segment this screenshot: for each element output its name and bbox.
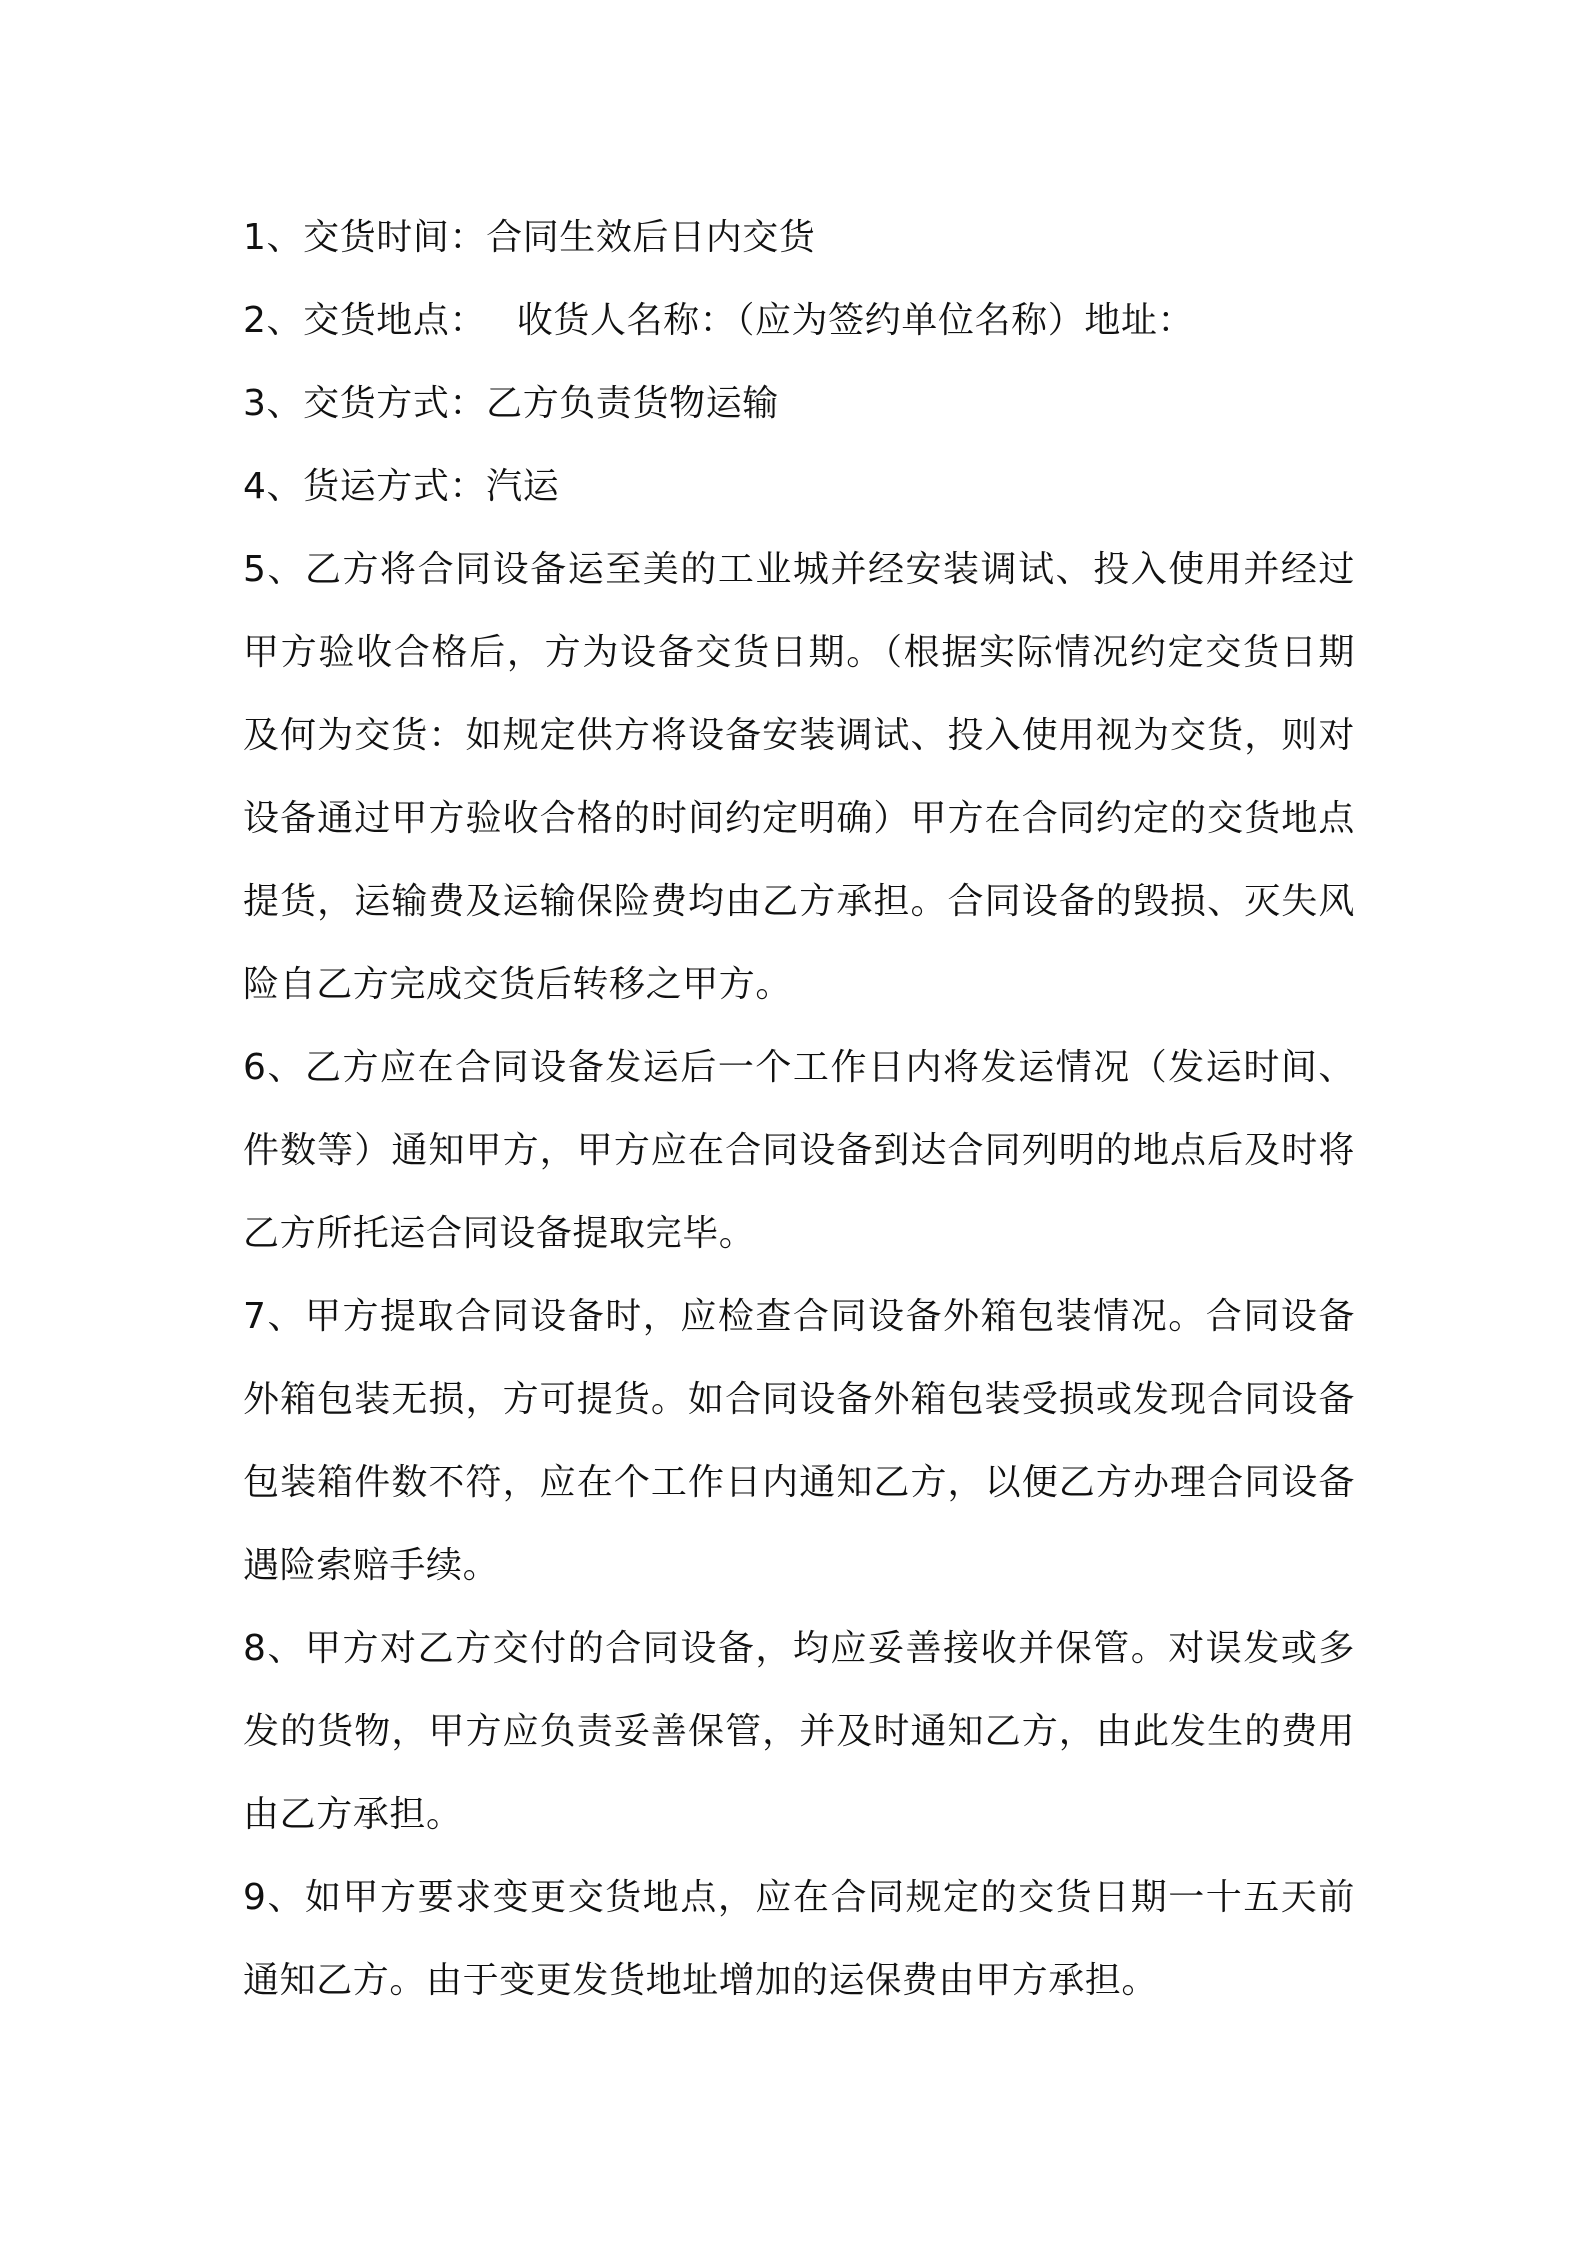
clause-5 — [243, 528, 1355, 1026]
clause-6 — [243, 1026, 1355, 1275]
document-body — [243, 196, 1355, 2022]
clause-6-text: 6、乙方应在合同设备发运后一个工作日内将发运情况（发运时间、件数等）通知甲方，甲方应在合同设备到达合同列明的地点后及时将乙方所托运合同设备提取完毕。 — [243, 1047, 1355, 1254]
clause-3 — [243, 362, 1355, 445]
clause-4-text: 4、货运方式：汽运 — [243, 466, 560, 507]
clause-8-text: 8、甲方对乙方交付的合同设备，均应妥善接收并保管。对误发或多发的货物，甲方应负责妥善保管，并及时通知乙方，由此发生的费用由乙方承担。 — [243, 1628, 1355, 1835]
clause-5-text: 5、乙方将合同设备运至美的工业城并经安装调试、投入使用并经过甲方验收合格后，方为设备交货日期。（根据实际情况约定交货日期及何为交货：如规定供方将设备安装调试、投入使用视为交货，则对设备通过甲方验收合格的时间约定明确）甲方在合同约定的交货地点提货，运输费及运输保险费均由乙方承担。合同设备的毁损、灭失风险自乙方完成交货后转移之甲方。 — [243, 549, 1355, 1005]
clause-4 — [243, 445, 1355, 528]
clause-9-text: 9、如甲方要求变更交货地点，应在合同规定的交货日期一十五天前通知乙方。由于变更发货地址增加的运保费由甲方承担。 — [243, 1877, 1355, 2001]
clause-1 — [243, 196, 1355, 279]
clause-3-text: 3、交货方式：乙方负责货物运输 — [243, 383, 779, 424]
clause-2 — [243, 279, 1355, 362]
clause-7 — [243, 1275, 1355, 1607]
clause-2-text: 2、交货地点： 收货人名称：（应为签约单位名称）地址： — [243, 300, 1195, 341]
clause-1-text: 1、交货时间：合同生效后日内交货 — [243, 217, 816, 258]
clause-8 — [243, 1607, 1355, 1856]
clause-9 — [243, 1856, 1355, 2022]
clause-7-text: 7、甲方提取合同设备时，应检查合同设备外箱包装情况。合同设备外箱包装无损，方可提货。如合同设备外箱包装受损或发现合同设备包装箱件数不符，应在个工作日内通知乙方，以便乙方办理合同设备遇险索赔手续。 — [243, 1296, 1355, 1586]
